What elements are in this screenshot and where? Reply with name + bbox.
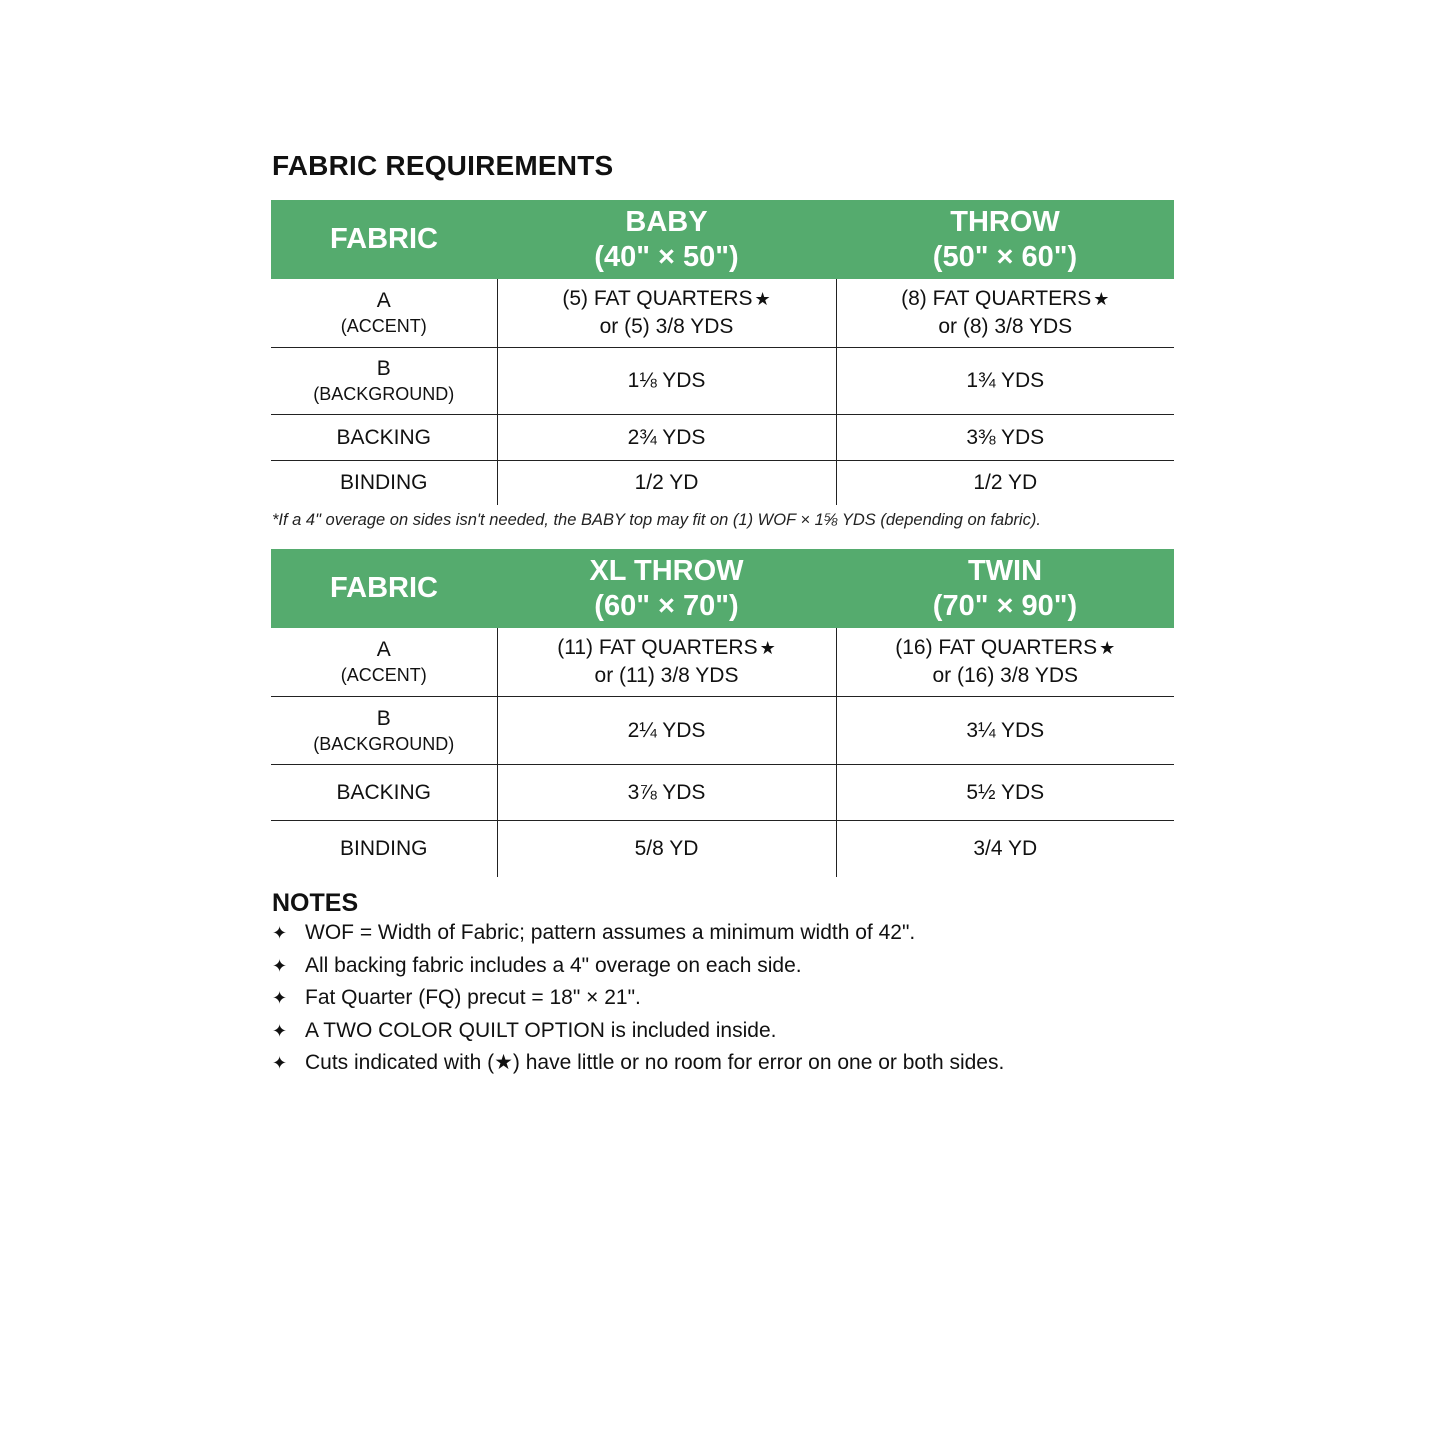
- fabric-letter: A: [376, 289, 391, 313]
- cell-twin-b: 3¼ YDS: [836, 696, 1174, 764]
- fabric-table-baby-throw: [271, 200, 1174, 505]
- cell-twin-a: [836, 628, 1174, 696]
- table-row-binding: [271, 820, 1174, 877]
- cell-throw-backing: 3⅜ YDS: [836, 414, 1174, 460]
- table-row-backing: [271, 414, 1174, 460]
- header-size-dimensions: (50" × 60"): [932, 240, 1078, 273]
- fabric-table-xlthrow-twin: [271, 549, 1174, 877]
- table-row-fabric-b: [271, 696, 1174, 764]
- note-text: Cuts indicated with (★) have little or no room for error on one or both sides.: [305, 1051, 1005, 1075]
- page-title: FABRIC REQUIREMENTS: [272, 150, 614, 181]
- fabric-letter: B: [376, 706, 391, 730]
- row-label: BACKING: [271, 414, 497, 460]
- row-label: [271, 347, 497, 414]
- fabric-role: (ACCENT): [340, 665, 427, 686]
- header-size-name: TWIN: [967, 554, 1043, 587]
- note-text: All backing fabric includes a 4" overage on each side.: [305, 953, 802, 977]
- sparkle-bullet-icon: ✦: [272, 955, 288, 976]
- footnote: *If a 4" overage on sides isn't needed, the BABY top may fit on (1) WOF × 1⅝ YDS (depending on fabric).: [272, 511, 1041, 529]
- cell-text: (11) FAT QUARTERS: [557, 636, 758, 660]
- sparkle-bullet-icon: ✦: [272, 923, 288, 943]
- table-header-row: [271, 200, 1174, 279]
- cell-text: or (11) 3/8 YDS: [594, 664, 739, 688]
- cell-twin-backing: 5½ YDS: [836, 764, 1174, 820]
- star-icon: ★: [754, 289, 771, 310]
- row-label: BACKING: [271, 764, 497, 820]
- fabric-role: (BACKGROUND): [313, 733, 455, 754]
- header-size-name: XL THROW: [589, 554, 744, 587]
- note-item: [272, 982, 1004, 1015]
- table-row-fabric-b: [271, 347, 1174, 414]
- header-size-dimensions: (60" × 70"): [594, 589, 739, 622]
- cell-baby-b: 1⅛ YDS: [497, 347, 836, 414]
- sparkle-bullet-icon: ✦: [272, 1020, 288, 1041]
- cell-baby-backing: 2¾ YDS: [497, 414, 836, 460]
- note-text: WOF = Width of Fabric; pattern assumes a minimum width of 42".: [305, 921, 916, 944]
- note-item: [272, 1015, 1004, 1048]
- fabric-letter: A: [376, 638, 391, 662]
- cell-throw-b: 1¾ YDS: [836, 347, 1174, 414]
- header-twin: [836, 549, 1174, 628]
- header-size-dimensions: (40" × 50"): [594, 240, 739, 273]
- header-fabric: FABRIC: [271, 200, 497, 279]
- row-label: BINDING: [339, 471, 428, 495]
- note-item: [272, 1047, 1004, 1080]
- star-icon: ★: [1099, 638, 1116, 659]
- cell-baby-a: [497, 279, 836, 347]
- sparkle-bullet-icon: ✦: [272, 988, 288, 1009]
- cell-throw-a: [836, 279, 1174, 347]
- cell-text: or (5) 3/8 YDS: [599, 315, 734, 339]
- header-throw: [836, 200, 1174, 279]
- header-xl-throw: [497, 549, 836, 628]
- cell-text: (16) FAT QUARTERS: [895, 636, 1098, 660]
- cell-text: or (8) 3/8 YDS: [938, 315, 1073, 339]
- header-baby: [497, 200, 836, 279]
- note-text: A TWO COLOR QUILT OPTION is included inside.: [305, 1018, 777, 1042]
- star-icon: ★: [1093, 289, 1110, 310]
- note-text: Fat Quarter (FQ) precut = 18" × 21".: [305, 986, 641, 1010]
- row-label: [271, 696, 497, 764]
- table-row-binding: [271, 460, 1174, 505]
- header-size-name: THROW: [950, 205, 1060, 238]
- cell-xl-throw-a: [497, 628, 836, 696]
- cell-text: (5) FAT QUARTERS: [562, 287, 753, 311]
- fabric-role: (BACKGROUND): [313, 384, 455, 404]
- notes-title: NOTES: [272, 889, 359, 917]
- fabric-letter: B: [376, 357, 391, 380]
- table-header-row: [271, 549, 1174, 628]
- table-row-fabric-a: [271, 279, 1174, 347]
- header-size-name: BABY: [625, 205, 708, 238]
- star-icon: ★: [759, 638, 776, 659]
- cell-baby-binding: 1/2 YD: [497, 460, 836, 505]
- fabric-role: (ACCENT): [340, 316, 427, 337]
- row-label: [271, 628, 497, 696]
- notes-list: [272, 917, 1004, 1080]
- cell-xl-throw-backing: 3⅞ YDS: [497, 764, 836, 820]
- table-row-backing: [271, 764, 1174, 820]
- cell-xl-throw-binding: 5/8 YD: [497, 820, 836, 877]
- sparkle-bullet-icon: ✦: [272, 1053, 288, 1074]
- cell-xl-throw-b: 2¼ YDS: [497, 696, 836, 764]
- cell-text: or (16) 3/8 YDS: [932, 664, 1078, 688]
- table-row-fabric-a: [271, 628, 1174, 696]
- header-size-dimensions: (70" × 90"): [932, 589, 1078, 622]
- cell-text: (8) FAT QUARTERS: [901, 287, 1092, 311]
- header-fabric: FABRIC: [271, 549, 497, 628]
- row-label: [271, 279, 497, 347]
- note-item: [272, 917, 1004, 950]
- cell-throw-binding: 1/2 YD: [836, 460, 1174, 505]
- note-item: [272, 950, 1004, 983]
- row-label: BINDING: [339, 837, 428, 861]
- cell-twin-binding: 3/4 YD: [836, 820, 1174, 877]
